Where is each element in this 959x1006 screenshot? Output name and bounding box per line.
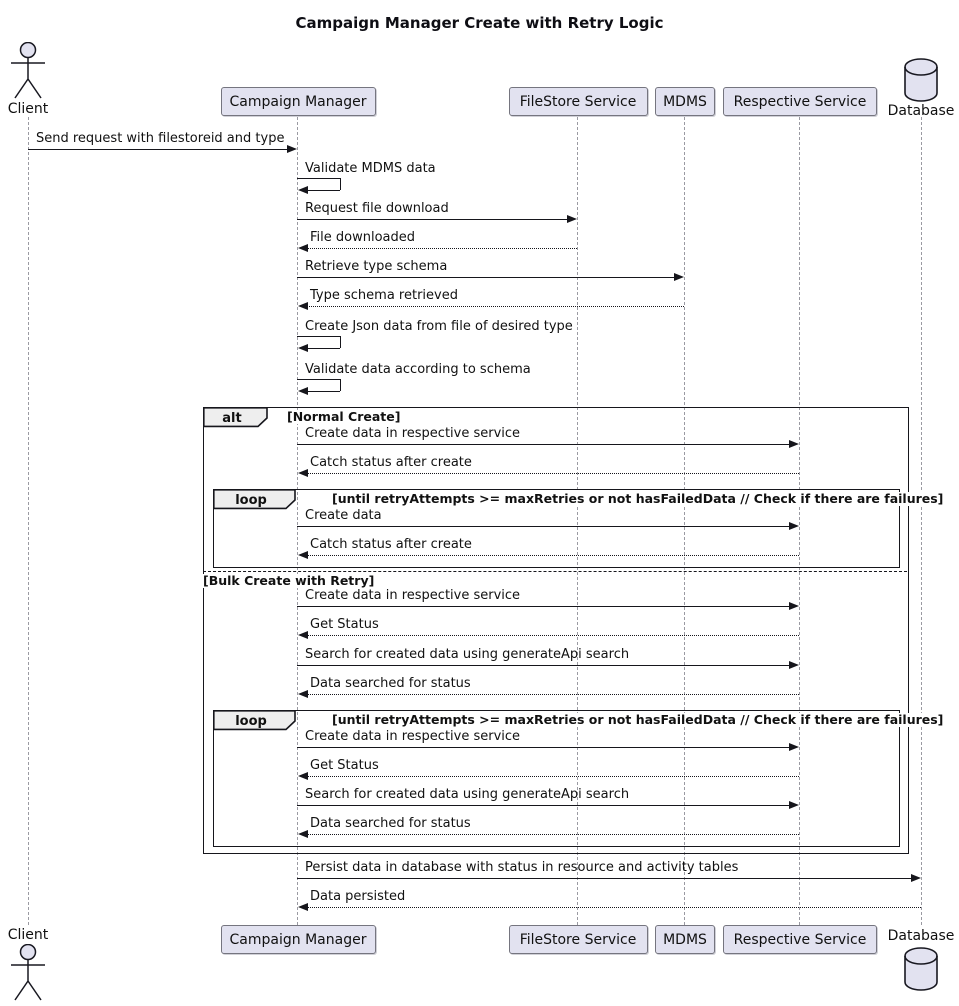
message-2-line	[297, 219, 567, 220]
message-15-line	[307, 694, 799, 695]
message-8-line	[297, 444, 789, 445]
message-9-arrowhead	[298, 469, 308, 477]
participant-box-filestore-service-top: FileStore Service	[509, 87, 648, 116]
message-5-line	[307, 306, 684, 307]
message-17-label: Get Status	[310, 758, 379, 773]
message-7-line-top	[297, 379, 340, 380]
message-6-line-right	[340, 336, 341, 348]
message-0-arrowhead	[287, 145, 297, 153]
message-4-line	[297, 277, 674, 278]
message-1-line-top	[297, 178, 340, 179]
fragment-divider-label: [Bulk Create with Retry]	[203, 573, 375, 588]
actor-icon-client-top	[10, 42, 46, 100]
participant-label-client-bottom: Client	[7, 927, 49, 943]
message-12-label: Create data in respective service	[305, 588, 521, 603]
message-20-label: Persist data in database with status in resource and activity tables	[305, 860, 739, 875]
message-14-line	[297, 665, 789, 666]
message-21-line	[307, 907, 921, 908]
message-3-label: File downloaded	[310, 230, 415, 245]
message-5-label: Type schema retrieved	[310, 288, 458, 303]
message-16-label: Create data in respective service	[305, 729, 521, 744]
message-18-line	[297, 805, 789, 806]
database-icon-database-bottom	[903, 946, 939, 992]
message-16-line	[297, 747, 789, 748]
message-8-arrowhead	[789, 440, 799, 448]
database-icon-database-top	[903, 57, 939, 103]
message-19-label: Data searched for status	[310, 816, 471, 831]
message-0-line	[28, 149, 287, 150]
message-12-arrowhead	[789, 602, 799, 610]
participant-box-campaign-manager-bottom: Campaign Manager	[221, 925, 376, 954]
message-1-line-bottom	[307, 190, 340, 191]
message-15-arrowhead	[298, 690, 308, 698]
message-14-arrowhead	[789, 661, 799, 669]
participant-label-database-bottom: Database	[887, 928, 955, 944]
message-1-label: Validate MDMS data	[305, 161, 436, 176]
message-13-arrowhead	[298, 631, 308, 639]
message-11-label: Catch status after create	[310, 537, 472, 552]
message-2-arrowhead	[567, 215, 577, 223]
fragment-loop-guard: [until retryAttempts >= maxRetries or not hasFailedData // Check if there are failures]	[332, 491, 944, 506]
message-18-arrowhead	[789, 801, 799, 809]
message-6-label: Create Json data from file of desired type	[305, 319, 573, 334]
fragment-loop-pentagon	[213, 489, 297, 510]
message-1-arrowhead	[298, 186, 308, 194]
message-19-arrowhead	[298, 830, 308, 838]
message-10-label: Create data	[305, 508, 382, 523]
participant-label-client-top: Client	[7, 101, 49, 117]
participant-label-database-top: Database	[887, 103, 955, 119]
participant-box-mdms-top: MDMS	[655, 87, 715, 116]
lifeline-client	[28, 117, 29, 925]
message-9-label: Catch status after create	[310, 455, 472, 470]
message-20-line	[297, 878, 911, 879]
message-7-label: Validate data according to schema	[305, 362, 531, 377]
fragment-divider	[203, 571, 907, 572]
actor-icon-client-bottom	[10, 944, 46, 1002]
message-16-arrowhead	[789, 743, 799, 751]
message-4-label: Retrieve type schema	[305, 259, 448, 274]
message-4-arrowhead	[674, 273, 684, 281]
participant-box-mdms-bottom: MDMS	[655, 925, 715, 954]
message-14-label: Search for created data using generateApi search	[305, 647, 630, 662]
message-3-line	[307, 248, 577, 249]
message-10-line	[297, 526, 789, 527]
message-20-arrowhead	[911, 874, 921, 882]
message-0-label: Send request with filestoreid and type	[36, 131, 285, 146]
message-12-line	[297, 606, 789, 607]
message-17-line	[307, 776, 799, 777]
message-7-line-bottom	[307, 391, 340, 392]
message-3-arrowhead	[298, 244, 308, 252]
message-21-arrowhead	[298, 903, 308, 911]
message-10-arrowhead	[789, 522, 799, 530]
lifeline-database	[921, 117, 922, 925]
message-6-arrowhead	[298, 344, 308, 352]
svg-text:loop: loop	[235, 714, 267, 729]
message-13-line	[307, 635, 799, 636]
fragment-loop-guard: [until retryAttempts >= maxRetries or not hasFailedData // Check if there are failures]	[332, 712, 944, 727]
message-2-label: Request file download	[305, 201, 449, 216]
message-11-arrowhead	[298, 551, 308, 559]
message-15-label: Data searched for status	[310, 676, 471, 691]
participant-box-filestore-service-bottom: FileStore Service	[509, 925, 648, 954]
message-13-label: Get Status	[310, 617, 379, 632]
message-17-arrowhead	[298, 772, 308, 780]
message-1-line-right	[340, 178, 341, 190]
diagram-title: Campaign Manager Create with Retry Logic	[295, 14, 664, 32]
participant-box-respective-service-bottom: Respective Service	[723, 925, 877, 954]
message-6-line-bottom	[307, 348, 340, 349]
participant-box-campaign-manager-top: Campaign Manager	[221, 87, 376, 116]
fragment-alt-guard: [Normal Create]	[287, 409, 401, 424]
message-8-label: Create data in respective service	[305, 426, 521, 441]
message-6-line-top	[297, 336, 340, 337]
message-21-label: Data persisted	[310, 889, 406, 904]
fragment-loop-pentagon	[213, 710, 297, 731]
message-7-arrowhead	[298, 387, 308, 395]
message-9-line	[307, 473, 799, 474]
message-5-arrowhead	[298, 302, 308, 310]
message-11-line	[307, 555, 799, 556]
participant-box-respective-service-top: Respective Service	[723, 87, 877, 116]
message-7-line-right	[340, 379, 341, 391]
fragment-alt-pentagon	[203, 407, 269, 428]
svg-text:loop: loop	[235, 493, 267, 508]
message-18-label: Search for created data using generateApi search	[305, 787, 630, 802]
svg-text:alt: alt	[222, 411, 242, 426]
message-19-line	[307, 834, 799, 835]
